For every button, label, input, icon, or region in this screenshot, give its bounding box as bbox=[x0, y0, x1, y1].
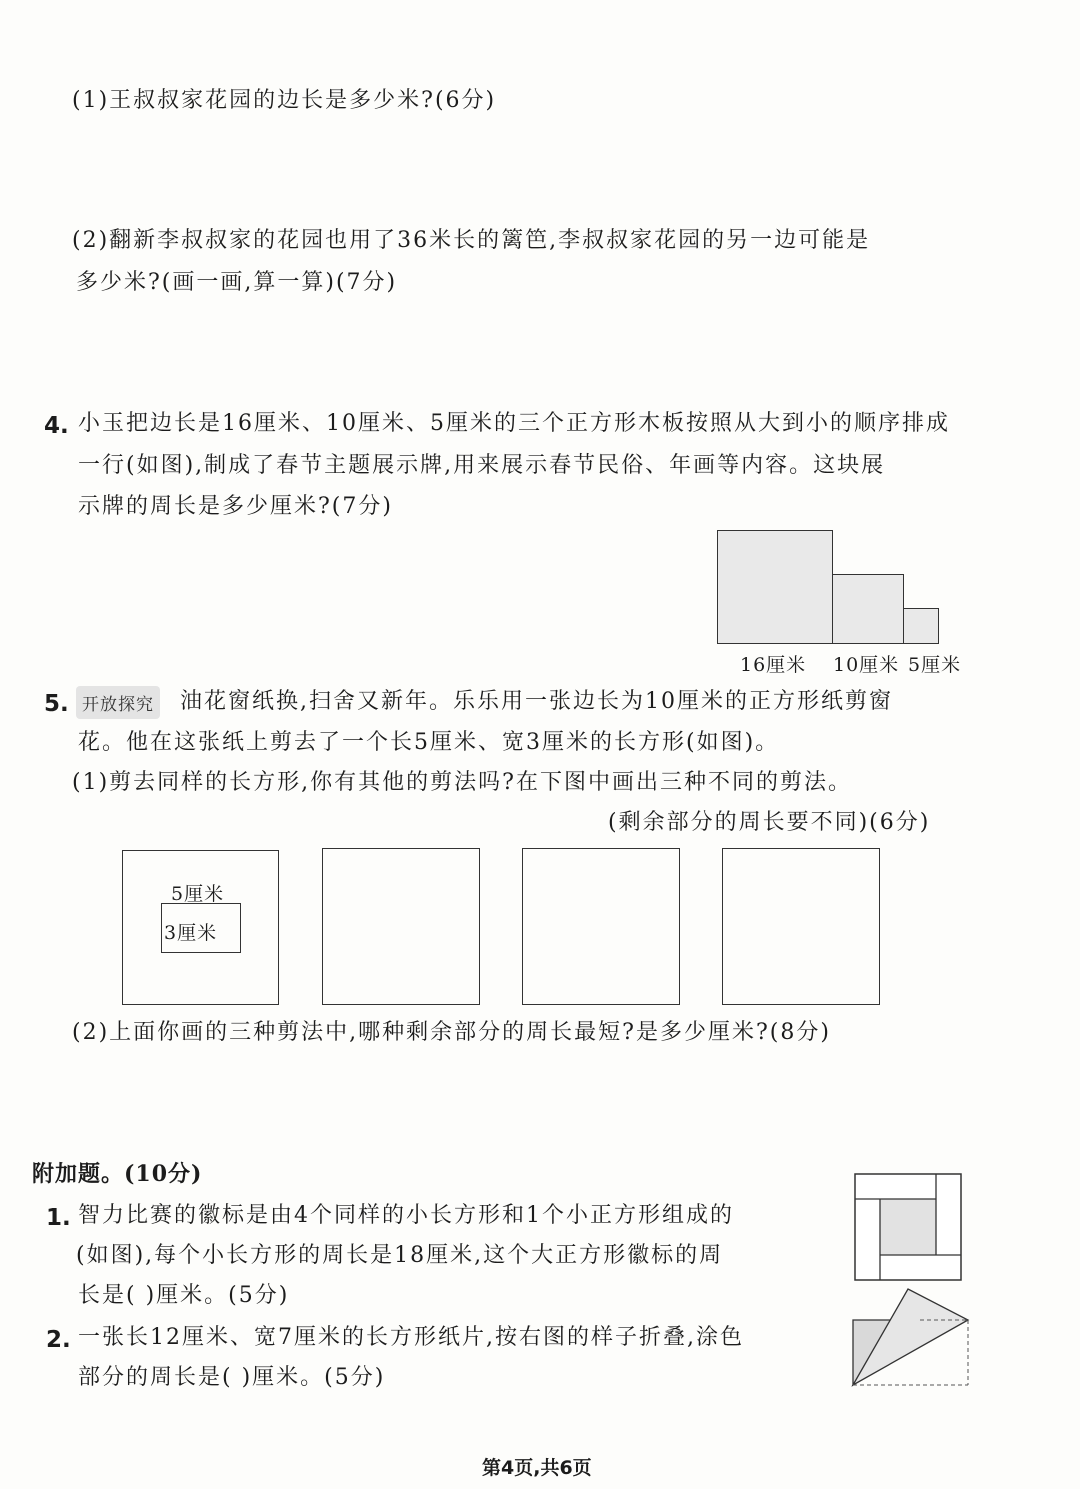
q3-part1: (1)王叔叔家花园的边长是多少米?(6分) bbox=[72, 88, 497, 113]
bonus-q1-line1: 智力比赛的徽标是由4个同样的小长方形和1个小正方形组成的 bbox=[78, 1203, 734, 1228]
label-3cm-width: 3厘米 bbox=[164, 922, 218, 944]
bonus-q1-line3: 长是( )厘米。(5分) bbox=[78, 1283, 290, 1308]
bonus-title: 附加题。(10分) bbox=[32, 1161, 203, 1187]
q3-part2-line1: (2)翻新李叔叔家的花园也用了36米长的篱笆,李叔叔家花园的另一边可能是 bbox=[72, 228, 871, 253]
bonus-q1-number: 1. bbox=[46, 1205, 71, 1231]
q5-part2: (2)上面你画的三种剪法中,哪种剩余部分的周长最短?是多少厘米?(8分) bbox=[72, 1020, 831, 1045]
square-10cm bbox=[832, 574, 904, 644]
drawing-square-1[interactable] bbox=[322, 848, 480, 1005]
bonus-q1-line2: (如图),每个小长方形的周长是18厘米,这个大正方形徽标的周 bbox=[76, 1243, 724, 1268]
open-exploration-tag: 开放探究 bbox=[76, 686, 160, 719]
square-16cm bbox=[717, 530, 833, 644]
label-10cm: 10厘米 bbox=[833, 654, 900, 676]
q5-line1: 油花窗纸换,扫舍又新年。乐乐用一张边长为10厘米的正方形纸剪窗 bbox=[180, 689, 893, 714]
logo-square-figure bbox=[854, 1173, 964, 1283]
q4-line1: 小玉把边长是16厘米、10厘米、5厘米的三个正方形木板按照从大到小的顺序排成 bbox=[78, 411, 950, 436]
drawing-square-2[interactable] bbox=[522, 848, 680, 1005]
q4-number: 4. bbox=[44, 413, 69, 439]
bonus-q2-number: 2. bbox=[46, 1327, 71, 1353]
square-5cm bbox=[903, 608, 939, 644]
label-5cm-length: 5厘米 bbox=[171, 883, 225, 905]
q3-part2-line2: 多少米?(画一画,算一算)(7分) bbox=[76, 270, 398, 295]
cut-rectangle bbox=[161, 903, 241, 953]
q5-part1: (1)剪去同样的长方形,你有其他的剪法吗?在下图中画出三种不同的剪法。 bbox=[72, 770, 852, 795]
q4-line2: 一行(如图),制成了春节主题展示牌,用来展示春节民俗、年画等内容。这块展 bbox=[78, 453, 886, 478]
label-16cm: 16厘米 bbox=[740, 654, 807, 676]
bonus-q2-line2: 部分的周长是( )厘米。(5分) bbox=[78, 1365, 386, 1390]
drawing-square-3[interactable] bbox=[722, 848, 880, 1005]
label-5cm: 5厘米 bbox=[908, 654, 962, 676]
folded-paper-figure bbox=[848, 1285, 974, 1395]
q5-line2: 花。他在这张纸上剪去了一个长5厘米、宽3厘米的长方形(如图)。 bbox=[78, 730, 780, 755]
bonus-q2-line1: 一张长12厘米、宽7厘米的长方形纸片,按右图的样子折叠,涂色 bbox=[78, 1325, 744, 1350]
page-footer: 第4页,共6页 bbox=[482, 1457, 592, 1479]
q5-number: 5. bbox=[44, 691, 69, 717]
q4-line3: 示牌的周长是多少厘米?(7分) bbox=[78, 494, 393, 519]
q5-part1-note: (剩余部分的周长要不同)(6分) bbox=[608, 810, 931, 835]
example-paper-square bbox=[122, 850, 279, 1005]
